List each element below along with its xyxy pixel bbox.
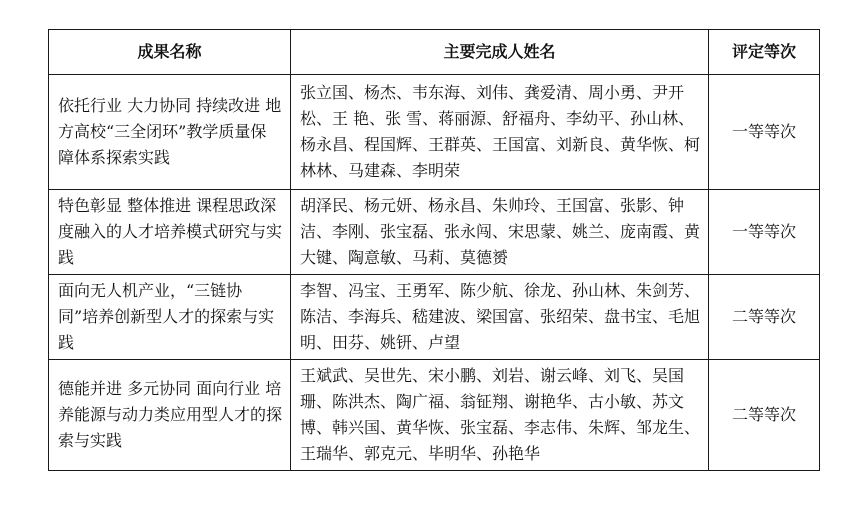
grade-cell: 一等等次 [709,75,820,190]
table-header-row [49,30,820,75]
header-award-grade: 评定等次 [709,30,820,75]
achievement-name-cell: 特色彰显 整体推进 课程思政深度融入的人才培养模式研究与实践 [49,190,291,275]
achievement-name-cell: 德能并进 多元协同 面向行业 培养能源与动力类应用型人才的探索与实践 [49,360,291,471]
contributors-cell: 李智、冯宝、王勇军、陈少航、徐龙、孙山林、朱剑芳、陈洁、李海兵、嵇建波、梁国富、张绍荣、盘书宝、毛旭明、田芬、姚钘、卢望 [291,275,709,360]
awards-table [48,29,820,471]
achievement-name-cell: 依托行业 大力协同 持续改进 地方高校“三全闭环”教学质量保障体系探索实践 [49,75,291,190]
contributors-cell: 王斌武、吴世先、宋小鹏、刘岩、谢云峰、刘飞、吴国珊、陈洪杰、陶广福、翁钲翔、谢艳华、古小敏、苏文博、韩兴国、黄华恢、张宝磊、李志伟、朱辉、邹龙生、王瑞华、郭克元、毕明华、孙艳华 [291,360,709,471]
table-row [49,190,820,275]
achievement-name-cell: 面向无人机产业，“三链协同”培养创新型人才的探索与实践 [49,275,291,360]
grade-cell: 一等等次 [709,190,820,275]
header-main-contributors: 主要完成人姓名 [291,30,709,75]
grade-cell: 二等等次 [709,360,820,471]
table-row [49,275,820,360]
contributors-cell: 张立国、杨杰、韦东海、刘伟、龚爱清、周小勇、尹开松、王 艳、张 雪、蒋丽源、舒福舟、李幼平、孙山林、杨永昌、程国辉、王群英、王国富、刘新良、黄华恢、柯林林、马建森、李明荣 [291,75,709,190]
contributors-cell: 胡泽民、杨元妍、杨永昌、朱帅玲、王国富、张影、钟洁、李刚、张宝磊、张永闯、宋思蒙、姚兰、庞南霞、黄大键、陶意敏、马莉、莫德赟 [291,190,709,275]
table-row [49,360,820,471]
table-row [49,75,820,190]
grade-cell: 二等等次 [709,275,820,360]
header-achievement-name: 成果名称 [49,30,291,75]
